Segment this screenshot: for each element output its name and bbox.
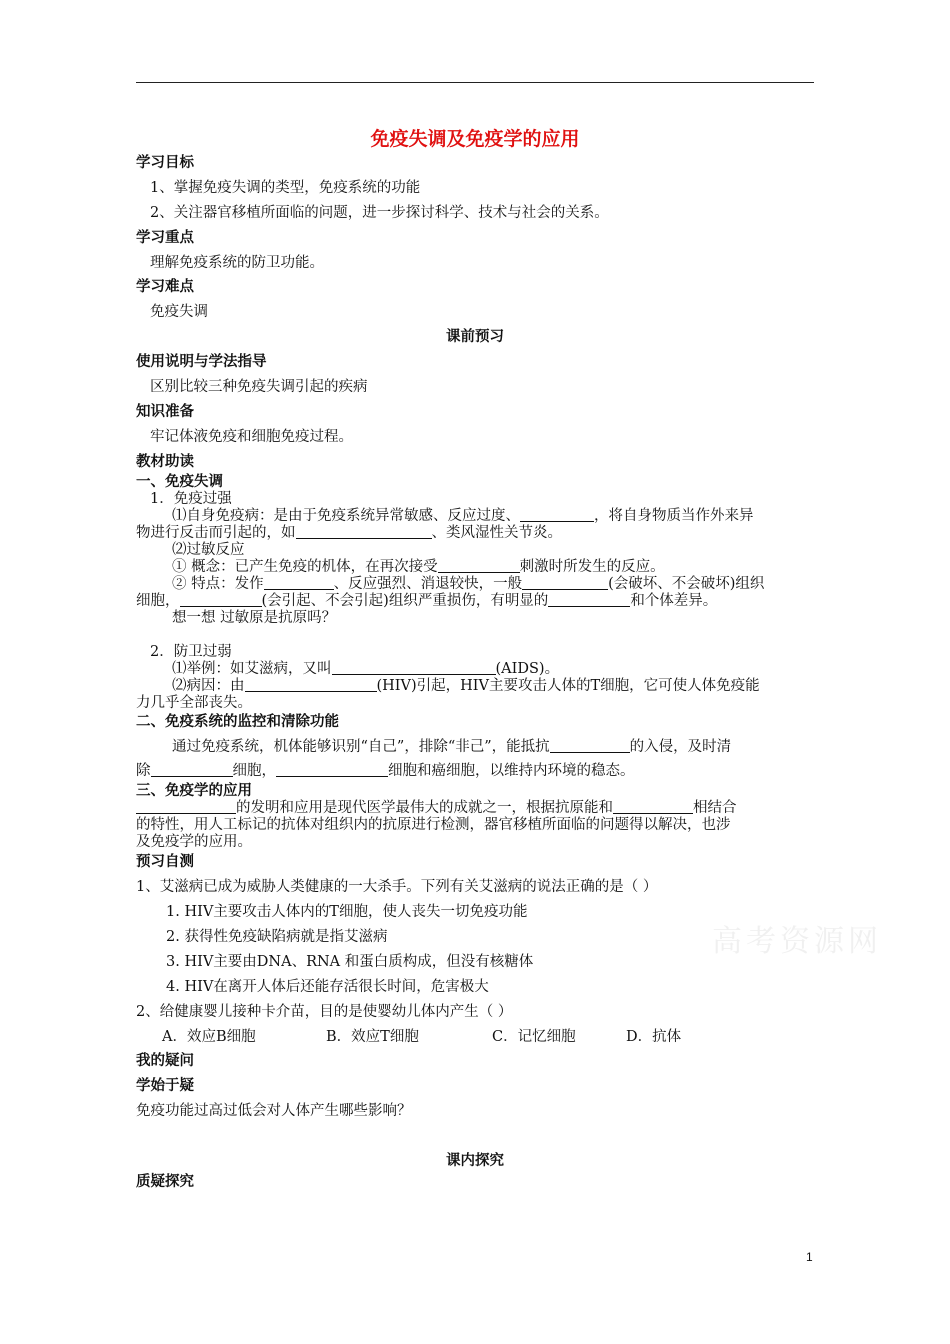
goal-2: 2、关注器官移植所面临的问题，进一步探讨科学、技术与社会的关系。 <box>150 205 609 221</box>
question-1-option-3: 3. HIV主要由DNA、RNA 和蛋白质构成，但没有核糖体 <box>166 954 534 970</box>
blank-field[interactable] <box>520 507 594 522</box>
s3-line-2: 的特性，用人工标记的抗体对组织内的抗原进行检测，器官移植所面临的问题得以解决，也涉 <box>136 817 731 833</box>
blank-field[interactable] <box>180 592 262 607</box>
blank-field[interactable] <box>245 677 377 692</box>
s2-line-2: 除 细胞， 细胞和癌细胞，以维持内环境的稳态。 <box>136 763 635 779</box>
page-number: 1 <box>806 1250 813 1264</box>
learn-question: 免疫功能过高过低会对人体产生哪些影响？ <box>136 1103 412 1119</box>
blank-field[interactable] <box>548 592 630 607</box>
question-2: 2、给健康婴儿接种卡介苗，目的是使婴幼儿体内产生（ ） <box>136 1004 513 1020</box>
heading-preview: 课前预习 <box>446 329 504 345</box>
question-2-option-a: A．效应B细胞 <box>162 1029 256 1045</box>
heading-section-3: 三、免疫学的应用 <box>136 783 252 799</box>
focus-text: 理解免疫系统的防卫功能。 <box>150 255 324 271</box>
s1-weak-cause-2: 力几乎全部丧失。 <box>136 695 252 711</box>
heading-self-test: 预习自测 <box>136 854 194 870</box>
s1-allergy-concept: ① 概念：已产生免疫的机体，在再次接受 刺激时所发生的反应。 <box>172 559 665 575</box>
question-1: 1、艾滋病已成为威胁人类健康的一大杀手。下列有关艾滋病的说法正确的是（ ） <box>136 879 658 895</box>
blank-field[interactable] <box>136 799 236 814</box>
blank-field[interactable] <box>613 799 693 814</box>
s1-autoimmune-line: ⑴自身免疫病：是由于免疫系统异常敏感、反应过度、 ，将自身物质当作外来异 <box>172 508 754 524</box>
question-1-option-4: 4. HIV在离开人体后还能存活很长时间，危害极大 <box>166 979 489 995</box>
heading-preparation: 知识准备 <box>136 404 194 420</box>
s1-item-1: 1．免疫过强 <box>150 491 232 507</box>
heading-goals: 学习目标 <box>136 155 194 171</box>
question-1-option-1: 1. HIV主要攻击人体内的T细胞，使人丧失一切免疫功能 <box>166 904 528 920</box>
heading-focus: 学习重点 <box>136 230 194 246</box>
s1-weak-example: ⑴举例：如艾滋病，又叫 (AIDS)。 <box>172 661 560 677</box>
s2-line-1: 通过免疫系统，机体能够识别“自己”，排除“非己”，能抵抗 的入侵，及时清 <box>172 739 732 755</box>
goal-1: 1、掌握免疫失调的类型，免疫系统的功能 <box>150 180 421 196</box>
heading-my-doubts: 我的疑问 <box>136 1053 194 1069</box>
heading-in-class: 课内探究 <box>446 1153 504 1169</box>
heading-explore: 质疑探究 <box>136 1174 194 1190</box>
heading-section-1: 一、免疫失调 <box>136 474 223 490</box>
heading-learn-from-doubt: 学始于疑 <box>136 1078 194 1094</box>
s1-allergy-features: ② 特点：发作 、反应强烈、消退较快，一般 (会破坏、不会破坏)组织 <box>172 576 765 592</box>
header-rule <box>136 82 814 83</box>
blank-field[interactable] <box>550 738 630 753</box>
blank-field[interactable] <box>522 575 608 590</box>
s1-weak-cause: ⑵病因：由 (HIV)引起，HIV主要攻击人体的T细胞，它可使人体免疫能 <box>172 678 760 694</box>
s1-allergy-features-2: 细胞， (会引起、不会引起)组织严重损伤，有明显的 和个体差异。 <box>136 593 718 609</box>
s3-line-1: 的发明和应用是现代医学最伟大的成就之一，根据抗原能和 相结合 <box>136 799 737 817</box>
blank-field[interactable] <box>276 762 388 777</box>
blank-field[interactable] <box>438 558 520 573</box>
heading-difficulty: 学习难点 <box>136 279 194 295</box>
blank-field[interactable] <box>296 524 432 539</box>
document-title: 免疫失调及免疫学的应用 <box>370 128 580 150</box>
preparation-text: 牢记体液免疫和细胞免疫过程。 <box>150 429 353 445</box>
think-question: 想一想 过敏原是抗原吗？ <box>172 610 337 626</box>
heading-section-2: 二、免疫系统的监控和清除功能 <box>136 714 339 730</box>
watermark: 高考资源网 <box>712 924 882 959</box>
question-2-option-d: D．抗体 <box>626 1029 682 1045</box>
blank-field[interactable] <box>264 575 334 590</box>
s1-autoimmune-line-2: 物进行反击而引起的，如 、类风湿性关节炎。 <box>136 525 562 541</box>
question-2-option-c: C．记忆细胞 <box>492 1029 576 1045</box>
s3-line-3: 及免疫学的应用。 <box>136 834 252 850</box>
heading-reading: 教材助读 <box>136 454 194 470</box>
blank-field[interactable] <box>332 660 496 675</box>
s1-item-2: 2．防卫过弱 <box>150 644 232 660</box>
heading-usage: 使用说明与学法指导 <box>136 354 267 370</box>
difficulty-text: 免疫失调 <box>150 304 208 320</box>
question-1-option-2: 2. 获得性免疫缺陷病就是指艾滋病 <box>166 929 388 945</box>
question-2-option-b: B．效应T细胞 <box>326 1029 419 1045</box>
usage-text: 区别比较三种免疫失调引起的疾病 <box>150 379 368 395</box>
s1-allergy: ⑵过敏反应 <box>172 542 245 558</box>
blank-field[interactable] <box>151 762 233 777</box>
